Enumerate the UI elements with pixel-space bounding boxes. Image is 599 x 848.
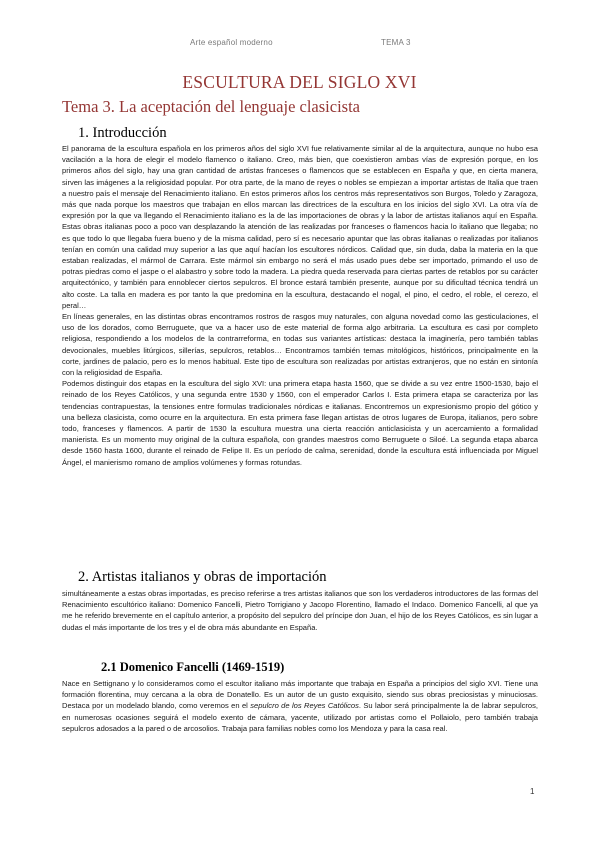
paragraph: Podemos distinguir dos etapas en la escultura del siglo XVI: una primera etapa hasta 1560, que se divide a su vez entre 1500-1530, bajo el reinado de los Reyes Católicos, y una segunda entre 1530 y 1560, con el emperador Carlos I. Esta primera etapa se caracteriza por las tendencias contrapuestas, la tensiones entre formulas tradicionales nórdicas e italianas. Encontremos un expresionismo propio del gótico y una belleza clasicista, como ocurre en la arquitectura. En esta primera fase llegan artistas de otros lugares de Europa, italianos, pero sobre todo, franceses y flamencos. A partir de 1530 la escultura muestra una cierta reacción anticlasicista y un acercamiento a formalidad manierista. Es un momento muy original de la cultura española, con grandes maestros como Berruguete o Siloé. La segunda etapa abarca desde 1560 hasta 1600, durante el reinado de Felipe II. Es un período de calma, serenidad, donde la escultura está influenciada por Miguel Ángel, el manierismo romano de amplios volúmenes y formas rotundas. [62, 379, 538, 467]
running-header-topic: TEMA 3 [381, 38, 411, 47]
section-heading-introduccion: 1. Introducción [78, 125, 167, 141]
topic-title: Tema 3. La aceptación del lenguaje clasicista [62, 97, 360, 116]
running-header-course: Arte español moderno [190, 38, 273, 47]
section-body-artistas [62, 588, 538, 633]
subsection-body-fancelli [62, 678, 538, 734]
document-title: ESCULTURA DEL SIGLO XVI [182, 72, 417, 92]
paragraph-text: . Su labor será principalmente la de labrar sepulcros, en numerosas ocasiones seguirá el modelo exento de cámara, yacente, utilizado por artistas como el Pollaiolo, pero también trabaja sepulcros adosados a la pared o de arcosolios. Trabaja para familias nobles como los Mendoza y para la casa real. [62, 701, 538, 733]
page-number: 1 [530, 787, 535, 796]
paragraph-text: Nace en Settignano y lo consideramos como el escultor italiano más importante que trabaja en España a principios del siglo XVI. Tiene una formación florentina, muy cercana a la obra de Donatello. Es un autor de un gusto exquisito, siendo sus obras preciosistas y minuciosas. Destaca por un modelado blando, como veremos en el [62, 679, 538, 711]
paragraph: En líneas generales, en las distintas obras encontramos rostros de rasgos muy naturales, con alguna novedad como las gesticulaciones, el uso de los dorados, como Berruguete, que va a hacer uso de este material de forma algo arbitraria. La escultura es casi por completo religiosa, respondiendo a los modelos de la contrarreforma, en todas sus variantes artísticas: destaca la imaginería, pero también tablas devocionales, muebles litúrgicos, sillerías, sepulcros, retablos… Encontramos también temas mitológicos, históricos, principalmente en la corte, jardines de palacio, pero es lo menos habitual. Este tipo de escultura son realizadas por artistas extranjeros, que no están en sintonía con la religiosidad de España. [62, 312, 538, 378]
paragraph: simultáneamente a estas obras importadas, es preciso referirse a tres artistas italianos que son los verdaderos introductores de las formas del Renacimiento escultórico italiano: Domenico Fancelli, Pietro Torrigiano y Jacopo Florentino, llamado el Indaco. Domenico Fancelli, al que ya me he referido brevemente en el capítulo anterior, a propósito del sepulcro del príncipe don Juan, el hijo de los Reyes Católicos, es sin lugar a dudas el más importante de los tres y el de obra más abundante en España. [62, 589, 538, 632]
section-body-introduccion [62, 143, 538, 468]
section-heading-artistas: 2. Artistas italianos y obras de importación [78, 569, 327, 585]
subsection-heading-fancelli: 2.1 Domenico Fancelli (1469-1519) [101, 660, 285, 674]
paragraph: El panorama de la escultura española en los primeros años del siglo XVI fue relativamente similar al de la arquitectura, aunque no hubo esa vacilación a la hora de elegir el modelo flamenco o italiano. Creo, más bien, que coexistieron ambas vías de expresión porque, en los primeros años del siglo, hay una gran cantidad de artistas franceses o flamencos que se establecen en España y que, en cierta manera, sirven las imágenes a la religiosidad popular. Por otra parte, de la mano de reyes o nobles se empiezan a importar artistas de Italia que traen a nuestro país el mensaje del Renacimiento italiano. En estos primeros años los centros más representativos son Burgos, Toledo y Zaragoza, más que nada porque los maestros que trabajan en ellos marcan las directrices de la escultura en los inicios del siglo XVI. La otra vía de expresión por la que va llegando el Renacimiento italiano es la de las importaciones de obras y la labor de artistas italianos aquí en España. Estas obras italianas poco a poco van desplazando la atención de las realizadas por franceses o flamencos hacia lo italiano que llegaba; no es que todo lo que llegaba fuera bueno y de la misma calidad, pero sí es necesario apuntar que las obras italianas o realizadas por italianos tenían en común una calidad muy superior a las que aquí hacían los escultores nórdicos. Calidad que, sin duda, daba la materia en la que estaban realizadas, el mármol de Carrara. Este mármol sin embargo no será el más usado pues debe ser importado, primando el uso de potras piedras como el jaspe o el alabastro y sobre todo la madera. La piedra queda reservada para ciertas partes de retablos por su carácter arquitectónico, y también para ennoblecer ciertos sepulcros. El bronce estará también presente, aunque por su dificultad técnica tendrá un alto coste. La talla en madera es por tanto la que predomina en la escultura, destacando el nogal, el pino, el cedro, el roble, el cerezo, el peral… [62, 144, 538, 310]
italic-work-title: sepulcro de los Reyes Católicos [250, 701, 359, 711]
paragraph [62, 678, 538, 734]
